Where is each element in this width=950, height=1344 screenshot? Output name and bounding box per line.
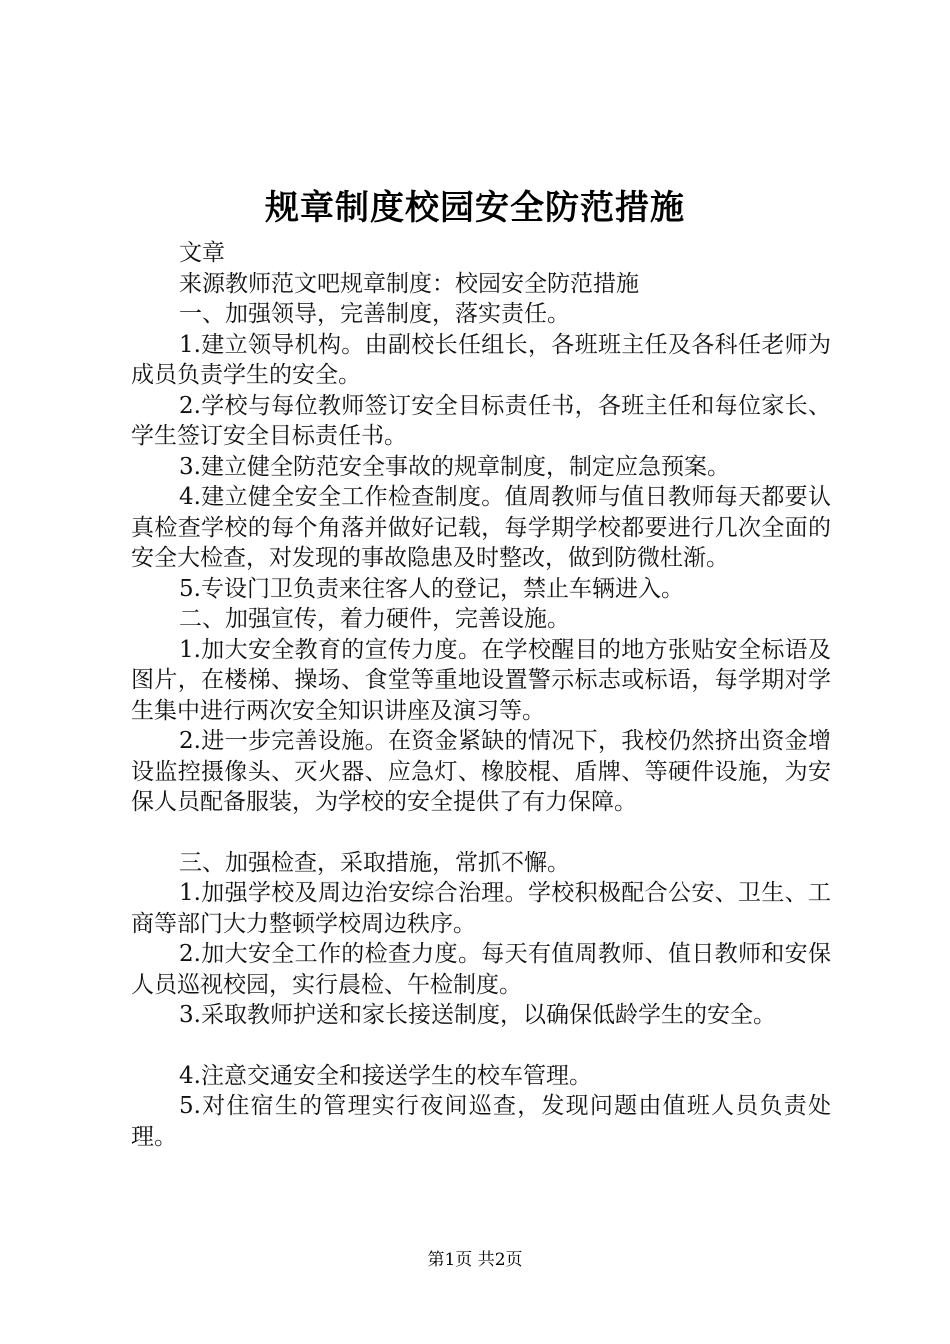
paragraph: 5.专设门卫负责来往客人的登记，禁止车辆进入。 (179, 575, 684, 602)
paragraph: 4.注意交通安全和接送学生的校车管理。 (179, 1062, 592, 1089)
paragraph: 4.建立健全安全工作检查制度。值周教师与值日教师每天都要认真检查学校的每个角落并做好记载，每学期学校都要进行几次全面的安全大检查，对发现的事故隐患及时整改，做到防微杜渐。 (131, 484, 831, 571)
document-title: 规章制度校园安全防范措施 (265, 188, 685, 228)
paragraph: 1.加大安全教育的宣传力度。在学校醒目的地方张贴安全标语及图片，在楼梯、操场、食堂等重地设置警示标志或标语，每学期对学生集中进行两次安全知识讲座及演习等。 (131, 636, 831, 724)
paragraph: 5.对住宿生的管理实行夜间巡查，发现问题由值班人员负责处理。 (131, 1093, 831, 1150)
paragraph: 2.加大安全工作的检查力度。每天有值周教师、值日教师和安保人员巡视校园，实行晨检、午检制度。 (131, 941, 831, 998)
section-heading: 二、加强宣传，着力硬件，完善设施。 (179, 606, 570, 632)
paragraph: 2.学校与每位教师签订安全目标责任书，各班主任和每位家长、学生签订安全目标责任书。 (131, 392, 831, 449)
page-footer: 第1页 共2页 (427, 1250, 523, 1270)
paragraph: 1.加强学校及周边治安综合治理。学校积极配合公安、卫生、工商等部门大力整顿学校周边秩序。 (131, 880, 831, 937)
paragraph: 1.建立领导机构。由副校长任组长，各班班主任及各科任老师为成员负责学生的安全。 (131, 331, 831, 388)
paragraph: 2.进一步完善设施。在资金紧缺的情况下，我校仍然挤出资金增设监控摄像头、灭火器、应急灯、橡胶棍、盾牌、等硬件设施，为安保人员配备服装，为学校的安全提供了有力保障。 (131, 728, 831, 815)
document-body (131, 238, 831, 1152)
section-heading: 一、加强领导，完善制度，落实责任。 (179, 301, 570, 327)
section-heading: 三、加强检查，采取措施，常抓不懈。 (179, 849, 570, 876)
paragraph: 来源教师范文吧规章制度：校园安全防范措施 (179, 270, 639, 297)
paragraph: 3.建立健全防范安全事故的规章制度，制定应急预案。 (179, 453, 730, 480)
paragraph: 文章 (179, 240, 225, 266)
paragraph: 3.采取教师护送和家长接送制度，以确保低龄学生的安全。 (179, 1002, 776, 1028)
